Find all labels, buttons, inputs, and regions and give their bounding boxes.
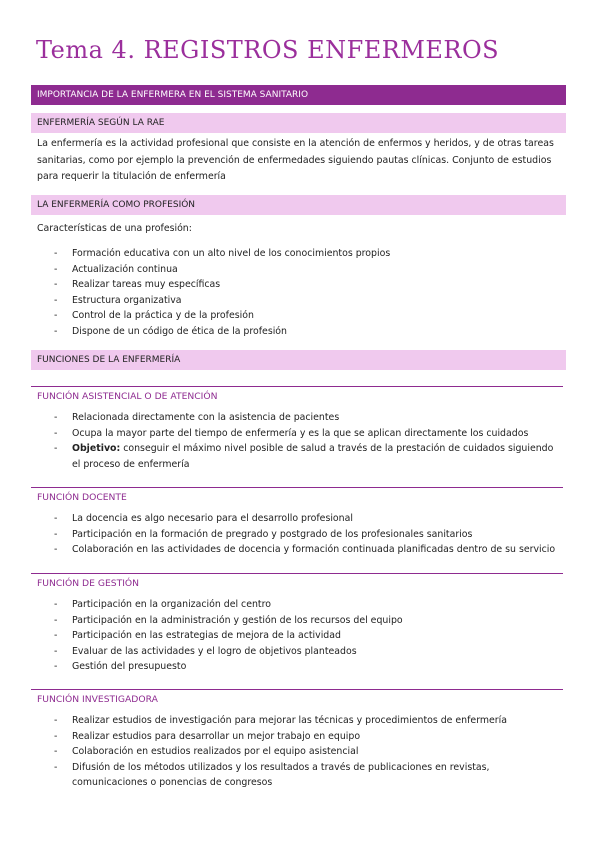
list-item: - Participación en las estrategias de mejora de la actividad (0, 628, 560, 644)
list-item: - Control de la práctica y de la profesión (0, 308, 560, 324)
asistencial-list (0, 410, 600, 472)
bullet-dash: - (54, 599, 58, 610)
bullet-dash: - (54, 730, 58, 742)
list-item: - La docencia es algo necesario para el desarrollo profesional (0, 511, 560, 527)
list-item: - Participación en la formación de pregrado y postgrado de los profesionales sanitarios (0, 527, 560, 543)
list-item: - Participación en la organización del centro (0, 597, 560, 613)
bullet-dash: - (54, 263, 58, 275)
bullet-dash: - (54, 325, 58, 337)
subsection-heading-investigadora: FUNCIÓN INVESTIGADORA (37, 694, 158, 705)
subsection-heading-gestion: FUNCIÓN DE GESTIÓN (37, 578, 140, 589)
bullet-dash: - (54, 746, 58, 757)
list-item: - Actualización continua (0, 262, 560, 278)
profesion-list (0, 246, 600, 339)
investigadora-list (0, 713, 600, 791)
gestion-list (0, 597, 600, 675)
bullet-dash: - (54, 614, 58, 626)
subsection-heading-profesion: LA ENFERMERÍA COMO PROFESIÓN (31, 195, 566, 215)
objetivo-label: Objetivo: (72, 443, 121, 454)
list-item: - Formación educativa con un alto nivel de los conocimientos propios (0, 246, 560, 262)
bullet-dash: - (54, 761, 58, 773)
section-heading-importancia: IMPORTANCIA DE LA ENFERMERA EN EL SISTEMA SANITARIO (31, 85, 566, 105)
bullet-dash: - (54, 715, 58, 726)
bullet-dash: - (54, 443, 58, 454)
list-item: - Realizar estudios de investigación para mejorar las técnicas y procedimientos de enfermería (0, 713, 560, 729)
subsection-heading-docente: FUNCIÓN DOCENTE (37, 492, 127, 503)
bullet-dash: - (54, 528, 58, 540)
rae-definition: La enfermería es la actividad profesional que consiste en la atención de enfermos y heridos, y de otras tareas sanitarias, como por ejemplo la prevención de enfermedades siguiendo pautas clínicas. Conjunto de estudios para requerir la titulación de enfermería (37, 138, 554, 182)
list-item: - Dispone de un código de ética de la profesión (0, 324, 560, 340)
section-heading-funciones: FUNCIONES DE LA ENFERMERÍA (31, 350, 566, 370)
docente-list (0, 511, 600, 558)
bullet-dash: - (54, 630, 58, 641)
subsection-heading-rae: ENFERMERÍA SEGÚN LA RAE (31, 113, 566, 133)
list-item: - Participación en la administración y gestión de los recursos del equipo (0, 613, 560, 629)
list-item: - Realizar estudios para desarrollar un mejor trabajo en equipo (0, 729, 560, 745)
list-item: - Estructura organizativa (0, 293, 560, 309)
bullet-dash: - (54, 279, 58, 290)
section-rule (31, 689, 563, 690)
list-item: - Gestión del presupuesto (0, 659, 560, 675)
subsection-heading-asistencial: FUNCIÓN ASISTENCIAL O DE ATENCIÓN (37, 391, 218, 402)
bullet-dash: - (54, 310, 58, 321)
bullet-dash: - (54, 248, 58, 259)
list-item: - Realizar tareas muy específicas (0, 277, 560, 293)
bullet-dash: - (54, 661, 58, 672)
list-item: - Evaluar de las actividades y el logro de objetivos planteados (0, 644, 560, 660)
section-rule (31, 386, 563, 387)
bullet-dash: - (54, 513, 58, 524)
page-title: Tema 4. REGISTROS ENFERMEROS (36, 36, 500, 64)
list-item: - Colaboración en estudios realizados por el equipo asistencial (0, 744, 560, 760)
bullet-dash: - (54, 412, 58, 423)
list-item: - Colaboración en las actividades de docencia y formación continuada planificadas dentro de su servicio (0, 542, 560, 558)
list-item: - Difusión de los métodos utilizados y los resultados a través de publicaciones en revistas, comunicaciones o ponencias de congresos (54, 761, 490, 788)
bullet-dash: - (54, 427, 58, 439)
list-item: - Relacionada directamente con la asistencia de pacientes (0, 410, 560, 426)
bullet-dash: - (54, 645, 58, 657)
list-item: - Ocupa la mayor parte del tiempo de enfermería y es la que se aplican directamente los cuidados (0, 426, 560, 442)
profesion-intro: Características de una profesión: (37, 223, 192, 234)
list-item: - Objetivo: conseguir el máximo nivel posible de salud a través de la prestación de cuidados siguiendo el proceso de enfermería (54, 443, 554, 470)
bullet-dash: - (54, 544, 58, 555)
bullet-dash: - (54, 294, 58, 306)
section-rule (31, 573, 563, 574)
section-rule (31, 487, 563, 488)
